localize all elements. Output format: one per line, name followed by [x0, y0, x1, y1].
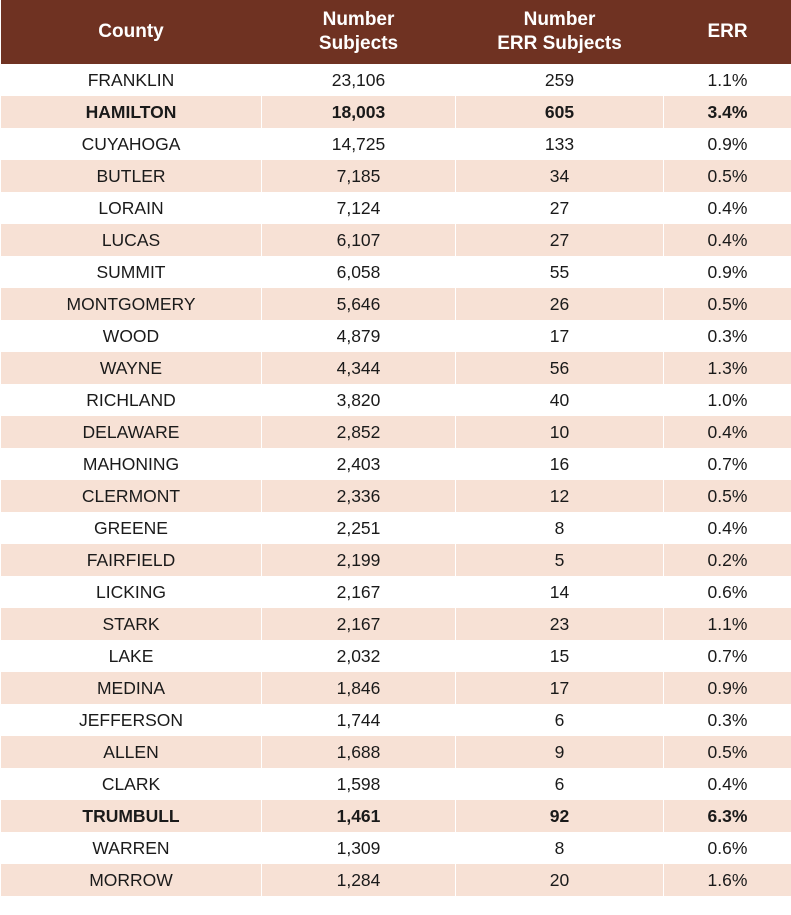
cell-county: HAMILTON: [1, 96, 262, 128]
cell-number-err-subjects: 10: [456, 416, 664, 448]
cell-number-subjects: 2,852: [262, 416, 456, 448]
cell-err-rate: 0.4%: [664, 416, 791, 448]
cell-number-subjects: 6,058: [262, 256, 456, 288]
cell-err-rate: 0.9%: [664, 672, 791, 704]
cell-number-subjects: 5,646: [262, 288, 456, 320]
table-row: [1, 672, 791, 704]
cell-number-err-subjects: 12: [456, 480, 664, 512]
cell-number-subjects: 7,124: [262, 192, 456, 224]
cell-county: MEDINA: [1, 672, 262, 704]
cell-err-rate: 0.6%: [664, 832, 791, 864]
table-row: [1, 64, 791, 96]
cell-county: LORAIN: [1, 192, 262, 224]
cell-number-subjects: 2,199: [262, 544, 456, 576]
cell-number-subjects: 2,403: [262, 448, 456, 480]
cell-county: FRANKLIN: [1, 64, 262, 96]
cell-number-err-subjects: 20: [456, 864, 664, 896]
cell-err-rate: 0.6%: [664, 576, 791, 608]
cell-number-subjects: 3,820: [262, 384, 456, 416]
column-header-number-subjects: [262, 0, 456, 64]
table-row: [1, 736, 791, 768]
table-row: [1, 864, 791, 896]
cell-county: FAIRFIELD: [1, 544, 262, 576]
cell-number-err-subjects: 15: [456, 640, 664, 672]
cell-number-err-subjects: 605: [456, 96, 664, 128]
table-row: [1, 704, 791, 736]
cell-number-subjects: 1,598: [262, 768, 456, 800]
cell-county: ALLEN: [1, 736, 262, 768]
cell-number-subjects: 7,185: [262, 160, 456, 192]
table-row: [1, 224, 791, 256]
table-row: [1, 832, 791, 864]
table-header-row: [1, 0, 791, 64]
table-row: [1, 96, 791, 128]
cell-county: CUYAHOGA: [1, 128, 262, 160]
cell-number-subjects: 1,461: [262, 800, 456, 832]
cell-err-rate: 1.1%: [664, 608, 791, 640]
cell-number-subjects: 23,106: [262, 64, 456, 96]
cell-number-subjects: 4,344: [262, 352, 456, 384]
table-row: [1, 256, 791, 288]
cell-number-err-subjects: 56: [456, 352, 664, 384]
column-header-number-err-subjects-line-1: Number: [523, 9, 596, 31]
column-header-err-line-1: ERR: [707, 21, 748, 43]
cell-number-err-subjects: 34: [456, 160, 664, 192]
cell-number-err-subjects: 26: [456, 288, 664, 320]
cell-number-err-subjects: 9: [456, 736, 664, 768]
cell-number-err-subjects: 14: [456, 576, 664, 608]
table-row: [1, 480, 791, 512]
column-header-number-subjects-line-2: Subjects: [318, 33, 399, 54]
cell-number-subjects: 6,107: [262, 224, 456, 256]
cell-county: DELAWARE: [1, 416, 262, 448]
cell-number-err-subjects: 16: [456, 448, 664, 480]
column-header-err: [664, 0, 791, 64]
cell-number-subjects: 14,725: [262, 128, 456, 160]
cell-err-rate: 1.6%: [664, 864, 791, 896]
cell-number-subjects: 1,284: [262, 864, 456, 896]
table-row: [1, 576, 791, 608]
cell-county: LICKING: [1, 576, 262, 608]
cell-err-rate: 0.5%: [664, 160, 791, 192]
table-row: [1, 416, 791, 448]
cell-number-err-subjects: 27: [456, 192, 664, 224]
table-row: [1, 448, 791, 480]
cell-err-rate: 3.4%: [664, 96, 791, 128]
cell-number-subjects: 1,846: [262, 672, 456, 704]
cell-number-err-subjects: 27: [456, 224, 664, 256]
table-row: [1, 288, 791, 320]
cell-county: GREENE: [1, 512, 262, 544]
cell-err-rate: 0.9%: [664, 128, 791, 160]
cell-county: MORROW: [1, 864, 262, 896]
cell-err-rate: 0.4%: [664, 512, 791, 544]
cell-err-rate: 6.3%: [664, 800, 791, 832]
table-row: [1, 352, 791, 384]
cell-county: CLARK: [1, 768, 262, 800]
cell-number-err-subjects: 6: [456, 768, 664, 800]
column-header-county-line-1: County: [98, 21, 164, 43]
cell-err-rate: 0.4%: [664, 768, 791, 800]
cell-county: TRUMBULL: [1, 800, 262, 832]
cell-err-rate: 0.2%: [664, 544, 791, 576]
cell-err-rate: 0.5%: [664, 736, 791, 768]
cell-err-rate: 1.3%: [664, 352, 791, 384]
cell-county: MAHONING: [1, 448, 262, 480]
column-header-number-err-subjects: [456, 0, 664, 64]
cell-number-subjects: 4,879: [262, 320, 456, 352]
cell-number-subjects: 2,167: [262, 576, 456, 608]
cell-county: WAYNE: [1, 352, 262, 384]
cell-number-err-subjects: 92: [456, 800, 664, 832]
column-header-number-subjects-line-1: Number: [322, 9, 395, 31]
table-row: [1, 512, 791, 544]
cell-county: WOOD: [1, 320, 262, 352]
cell-number-err-subjects: 8: [456, 512, 664, 544]
table-body: [1, 64, 791, 896]
cell-err-rate: 0.3%: [664, 320, 791, 352]
cell-err-rate: 0.5%: [664, 480, 791, 512]
cell-err-rate: 0.9%: [664, 256, 791, 288]
cell-number-subjects: 2,336: [262, 480, 456, 512]
table-row: [1, 544, 791, 576]
cell-number-err-subjects: 17: [456, 672, 664, 704]
cell-err-rate: 0.5%: [664, 288, 791, 320]
table-row: [1, 800, 791, 832]
cell-number-subjects: 2,167: [262, 608, 456, 640]
cell-county: JEFFERSON: [1, 704, 262, 736]
cell-county: RICHLAND: [1, 384, 262, 416]
column-header-number-err-subjects-line-2: ERR Subjects: [497, 33, 622, 54]
table-row: [1, 192, 791, 224]
cell-number-subjects: 1,309: [262, 832, 456, 864]
table-header: [1, 0, 791, 64]
cell-number-err-subjects: 8: [456, 832, 664, 864]
cell-err-rate: 0.7%: [664, 640, 791, 672]
cell-county: WARREN: [1, 832, 262, 864]
table-row: [1, 384, 791, 416]
cell-number-subjects: 1,688: [262, 736, 456, 768]
cell-number-subjects: 1,744: [262, 704, 456, 736]
cell-number-err-subjects: 40: [456, 384, 664, 416]
cell-err-rate: 0.4%: [664, 192, 791, 224]
cell-number-err-subjects: 133: [456, 128, 664, 160]
cell-number-err-subjects: 23: [456, 608, 664, 640]
cell-err-rate: 0.4%: [664, 224, 791, 256]
table-row: [1, 768, 791, 800]
cell-number-subjects: 2,032: [262, 640, 456, 672]
cell-county: MONTGOMERY: [1, 288, 262, 320]
cell-county: CLERMONT: [1, 480, 262, 512]
column-header-county: [1, 0, 262, 64]
cell-county: LUCAS: [1, 224, 262, 256]
table-row: [1, 608, 791, 640]
cell-county: SUMMIT: [1, 256, 262, 288]
cell-county: LAKE: [1, 640, 262, 672]
table-row: [1, 128, 791, 160]
cell-number-err-subjects: 5: [456, 544, 664, 576]
cell-county: BUTLER: [1, 160, 262, 192]
cell-number-err-subjects: 6: [456, 704, 664, 736]
cell-err-rate: 1.0%: [664, 384, 791, 416]
table-row: [1, 320, 791, 352]
cell-err-rate: 1.1%: [664, 64, 791, 96]
cell-number-subjects: 2,251: [262, 512, 456, 544]
cell-county: STARK: [1, 608, 262, 640]
cell-number-subjects: 18,003: [262, 96, 456, 128]
cell-number-err-subjects: 17: [456, 320, 664, 352]
cell-err-rate: 0.7%: [664, 448, 791, 480]
cell-number-err-subjects: 259: [456, 64, 664, 96]
table-row: [1, 640, 791, 672]
table-row: [1, 160, 791, 192]
cell-err-rate: 0.3%: [664, 704, 791, 736]
cell-number-err-subjects: 55: [456, 256, 664, 288]
